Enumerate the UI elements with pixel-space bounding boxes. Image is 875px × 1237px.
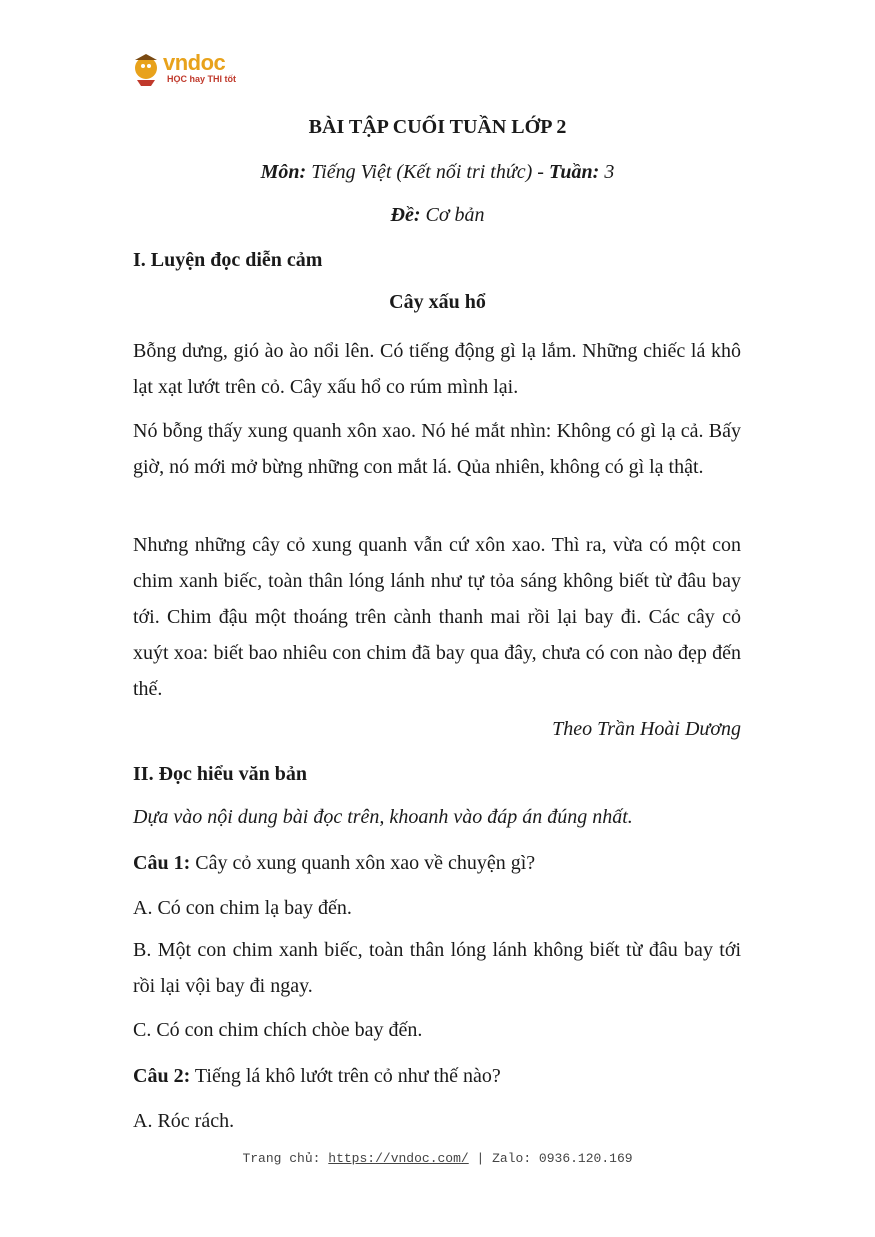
difficulty-line [0,204,875,227]
week-value: 3 [599,161,615,183]
instruction: Dựa vào nội dung bài đọc trên, khoanh vào đáp án đúng nhất. [133,806,633,828]
story-paragraph-3: Nhưng những cây cỏ xung quanh vẫn cứ xôn xao. Thì ra, vừa có một con chim xanh biếc, toàn thân lóng lánh như tự tỏa sáng không biết từ đâu bay tới. Chim đậu một thoáng trên cành thanh mai rồi lại bay đi. Các cây cỏ xuýt xoa: biết bao nhiêu con chim đã bay qua đây, chưa có con nào đẹp đến thế. [133,534,741,700]
de-label: Đề: [390,204,421,226]
question-2 [133,1065,741,1088]
story-title: Cây xấu hổ [389,291,486,313]
section1-heading: I. Luyện đọc diễn cảm [133,249,323,271]
question-2-text: Tiếng lá khô lướt trên cỏ như thế nào? [190,1065,501,1087]
logo-wordmark: vndoc [163,50,226,75]
question-2-label: Câu 2: [133,1065,191,1087]
footer-prefix: Trang chủ: [242,1151,329,1166]
footer-home-link[interactable]: https://vndoc.com/ [328,1151,469,1166]
vndoc-logo[interactable] [131,50,251,90]
logo-slogan: HỌC hay THI tốt [167,74,236,84]
footer-contact: | Zalo: 0936.120.169 [468,1151,633,1166]
subject-value: Tiếng Việt (Kết nối tri thức) - [306,161,549,183]
de-value: Cơ bản [420,204,485,226]
week-label: Tuần: [548,161,600,183]
story-paragraph-2: Nó bỗng thấy xung quanh xôn xao. Nó hé mắt nhìn: Không có gì lạ cả. Bấy giờ, nó mới mở bừng những con mắt lá. Qủa nhiên, không có gì lạ thật. [133,420,741,478]
question-1-option-b: B. Một con chim xanh biếc, toàn thân lóng lánh không biết từ đâu bay tới rồi lại vội bay đi ngay. [133,939,741,997]
section2-heading: II. Đọc hiểu văn bản [133,763,307,785]
question-1-text: Cây cỏ xung quanh xôn xao về chuyện gì? [190,852,536,874]
page-title: BÀI TẬP CUỐI TUẦN LỚP 2 [308,116,567,138]
question-1-label: Câu 1: [133,852,191,874]
question-1-option-c: C. Có con chim chích chòe bay đến. [133,1019,423,1041]
subject-line [0,161,875,184]
page-footer [0,1151,875,1166]
question-2-option-a: A. Róc rách. [133,1110,235,1132]
subject-label: Môn: [260,161,307,183]
story-paragraph-1: Bỗng dưng, gió ào ào nổi lên. Có tiếng động gì lạ lắm. Những chiếc lá khô lạt xạt lướt trên cỏ. Cây xấu hổ co rúm mình lại. [133,340,741,398]
story-author: Theo Trần Hoài Dương [552,718,741,740]
question-1-option-a: A. Có con chim lạ bay đến. [133,897,352,919]
question-1 [133,852,741,875]
